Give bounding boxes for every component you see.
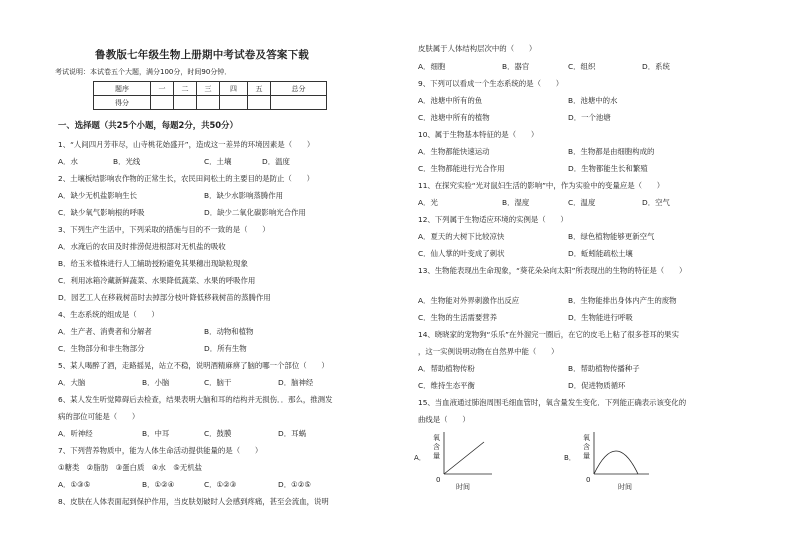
option: C．鼓膜 xyxy=(204,429,232,438)
y-axis-label-char: 氧 xyxy=(583,434,590,442)
score-cell[interactable] xyxy=(248,96,271,110)
option: C．温度 xyxy=(568,198,596,207)
score-table xyxy=(93,81,327,110)
page-title: 鲁教版七年级生物上册期中考试卷及答案下载 xyxy=(95,49,309,61)
option: B．生物都是由细胞构成的 xyxy=(568,147,655,156)
option: A．生物都能快速运动 xyxy=(418,147,490,156)
option: B．动物和植物 xyxy=(204,327,254,336)
score-cell[interactable] xyxy=(220,96,248,110)
option: D．生物都能生长和繁殖 xyxy=(568,164,648,173)
question-14: 14、晓晓家的宠物狗“乐乐”在外溜完一圈后，在它的皮毛上粘了很多苍耳的果实 xyxy=(418,330,679,339)
origin-label: 0 xyxy=(586,476,591,484)
option: C．利用冰箱冷藏新鲜蔬菜、水果降低蔬菜、水果的呼吸作用 xyxy=(58,276,256,285)
question-12: 12、下列属于生物适应环境的实例是（ ） xyxy=(418,215,568,224)
option: C．生物部分和非生物部分 xyxy=(58,344,145,353)
option: A．生物能对外界刺激作出反应 xyxy=(418,296,520,305)
question-9: 9、下列可以看成一个生态系统的是（ ） xyxy=(418,79,564,88)
option: D．系统 xyxy=(642,62,670,71)
option: D．促进物质循环 xyxy=(568,381,626,390)
question-15-continued: 曲线是（ ） xyxy=(418,415,470,424)
option: A．水 xyxy=(58,157,78,166)
origin-label: 0 xyxy=(436,476,441,484)
graph-b xyxy=(564,428,674,494)
option: A．夏天的大树下比较凉快 xyxy=(418,232,505,241)
option: A．光 xyxy=(418,198,438,207)
option: B．器官 xyxy=(502,62,530,71)
score-cell[interactable] xyxy=(151,96,174,110)
graph-a xyxy=(414,428,514,494)
exam-instructions: 考试说明：本试卷五个大题，满分100分，时间90分钟． xyxy=(55,68,232,76)
score-table-header-row xyxy=(94,82,327,96)
option: B．缺少水影响蒸腾作用 xyxy=(204,191,283,200)
option: A．缺少无机盐影响生长 xyxy=(58,191,137,200)
option: D．①②⑤ xyxy=(278,480,311,489)
score-header-cell: 二 xyxy=(174,82,197,96)
option: B．给玉米植株进行人工辅助授粉避免其果穗出现缺粒现象 xyxy=(58,259,248,268)
option: C．缺少氧气影响根的呼吸 xyxy=(58,208,145,217)
option: B．中耳 xyxy=(142,429,170,438)
y-axis-label-char: 含 xyxy=(583,443,590,451)
question-15: 15、当血液通过肺泡周围毛细血管时，氧含量发生变化．下列能正确表示该变化的 xyxy=(418,398,687,407)
question-10: 10、属于生物基本特征的是（ ） xyxy=(418,130,539,139)
option: C．生物都能进行光合作用 xyxy=(418,164,505,173)
option: D．蚯蚓能疏松土壤 xyxy=(568,249,633,258)
y-axis-label-char: 量 xyxy=(583,452,590,460)
option: D．空气 xyxy=(642,198,670,207)
option: A．①③⑤ xyxy=(58,480,91,489)
score-cell[interactable] xyxy=(271,96,327,110)
option: A．大脑 xyxy=(58,378,86,387)
option: D．一个池塘 xyxy=(568,113,611,122)
graph-b-label: B． xyxy=(564,454,576,462)
question-14-continued: ，这一实例说明动物在自然界中能（ ） xyxy=(418,347,559,356)
option: A．生产者、消费者和分解者 xyxy=(58,327,152,336)
option: C．池塘中所有的植物 xyxy=(418,113,490,122)
score-header-cell: 题序 xyxy=(94,82,151,96)
x-axis-label: 时间 xyxy=(456,483,470,491)
x-axis-label: 时间 xyxy=(618,483,632,491)
option: C．维持生态平衡 xyxy=(418,381,475,390)
option: B．①②④ xyxy=(142,480,175,489)
option: C．①②③ xyxy=(204,480,237,489)
curve-rise-fall xyxy=(594,451,638,474)
question-13: 13、生物能表现出生命现象，“葵花朵朵向太阳”所表现出的生物的特征是（ ） xyxy=(418,266,687,275)
option: D．生物能进行呼吸 xyxy=(568,313,633,322)
question-7-items: ①糖类 ②脂肪 ③蛋白质 ④水 ⑤无机盐 xyxy=(58,463,202,472)
score-header-cell: 五 xyxy=(248,82,271,96)
question-3: 3、下列生产生活中，下列采取的措施与目的不一致的是（ ） xyxy=(58,225,270,234)
option: D．耳蜗 xyxy=(278,429,306,438)
option: C．脑干 xyxy=(204,378,232,387)
option: D．所有生物 xyxy=(204,344,247,353)
graph-a-label: A． xyxy=(414,454,426,462)
question-6-continued: 病的部位可能是（ ） xyxy=(58,412,140,421)
option: B．小脑 xyxy=(142,378,170,387)
question-2: 2、土壤板结影响农作物的正常生长，农民田间松土的主要目的是防止（ ） xyxy=(58,174,314,183)
y-axis-label-char: 量 xyxy=(433,452,440,460)
question-6: 6、某人发生听觉障碍后去检查，结果表明大脑和耳的结构并无损伤．．那么，推测发 xyxy=(58,395,333,404)
question-5: 5、某人喝醉了酒，走路摇晃，站立不稳，说明酒精麻痹了脑的哪一个部位（ ） xyxy=(58,361,329,370)
option: C．仙人掌的叶变成了刺状 xyxy=(418,249,505,258)
score-cell[interactable] xyxy=(197,96,220,110)
option: A．听神经 xyxy=(58,429,93,438)
question-8-continued: 皮肤属于人体结构层次中的（ ） xyxy=(418,44,537,53)
question-11: 11、在探究实验“光对鼠妇生活的影响”中，作为实验中的变量应是（ ） xyxy=(418,181,665,190)
option: B．绿色植物能够更新空气 xyxy=(568,232,655,241)
option: B．帮助植物传播种子 xyxy=(568,364,640,373)
score-header-cell: 四 xyxy=(220,82,248,96)
option: A．细胞 xyxy=(418,62,446,71)
curve-increasing xyxy=(444,442,484,474)
option: B．湿度 xyxy=(502,198,530,207)
option: B．生物能排出身体内产生的废物 xyxy=(568,296,677,305)
y-axis-label-char: 氧 xyxy=(433,434,440,442)
score-cell[interactable] xyxy=(174,96,197,110)
option: D．缺少二氧化碳影响光合作用 xyxy=(204,208,306,217)
option: C．生物的生活需要营养 xyxy=(418,313,498,322)
option: C．组织 xyxy=(568,62,596,71)
option: B．池塘中的水 xyxy=(568,96,618,105)
option: B．光线 xyxy=(113,157,141,166)
option: D．园艺工人在移栽树苗时去掉部分枝叶降低移栽树苗的蒸腾作用 xyxy=(58,293,271,302)
score-header-cell: 总分 xyxy=(271,82,327,96)
question-1: 1、“人间四月芳菲尽，山寺桃花始盛开”，造成这一差异的环境因素是（ ） xyxy=(58,140,315,149)
question-8: 8、皮肤在人体表面起到保护作用，当皮肤划破时人会感到疼痛，甚至会流血，说明 xyxy=(58,497,329,506)
option: A．池塘中所有的鱼 xyxy=(418,96,483,105)
question-7: 7、下列营养物质中，能为人体生命活动提供能量的是（ ） xyxy=(58,446,263,455)
question-4: 4、生态系统的组成是（ ） xyxy=(58,310,159,319)
option: A．水淹后的农田及时排涝促进根部对无机盐的吸收 xyxy=(58,242,226,251)
option: C．土壤 xyxy=(204,157,232,166)
score-table-score-row xyxy=(94,96,327,110)
section-heading: 一、选择题（共25个小题，每题2分，共50分） xyxy=(58,120,238,130)
score-row-label: 得分 xyxy=(94,96,151,110)
score-header-cell: 三 xyxy=(197,82,220,96)
score-header-cell: 一 xyxy=(151,82,174,96)
option: D．温度 xyxy=(262,157,290,166)
option: D．脑神经 xyxy=(278,378,314,387)
y-axis-label-char: 含 xyxy=(433,443,440,451)
option: A．帮助植物传粉 xyxy=(418,364,475,373)
